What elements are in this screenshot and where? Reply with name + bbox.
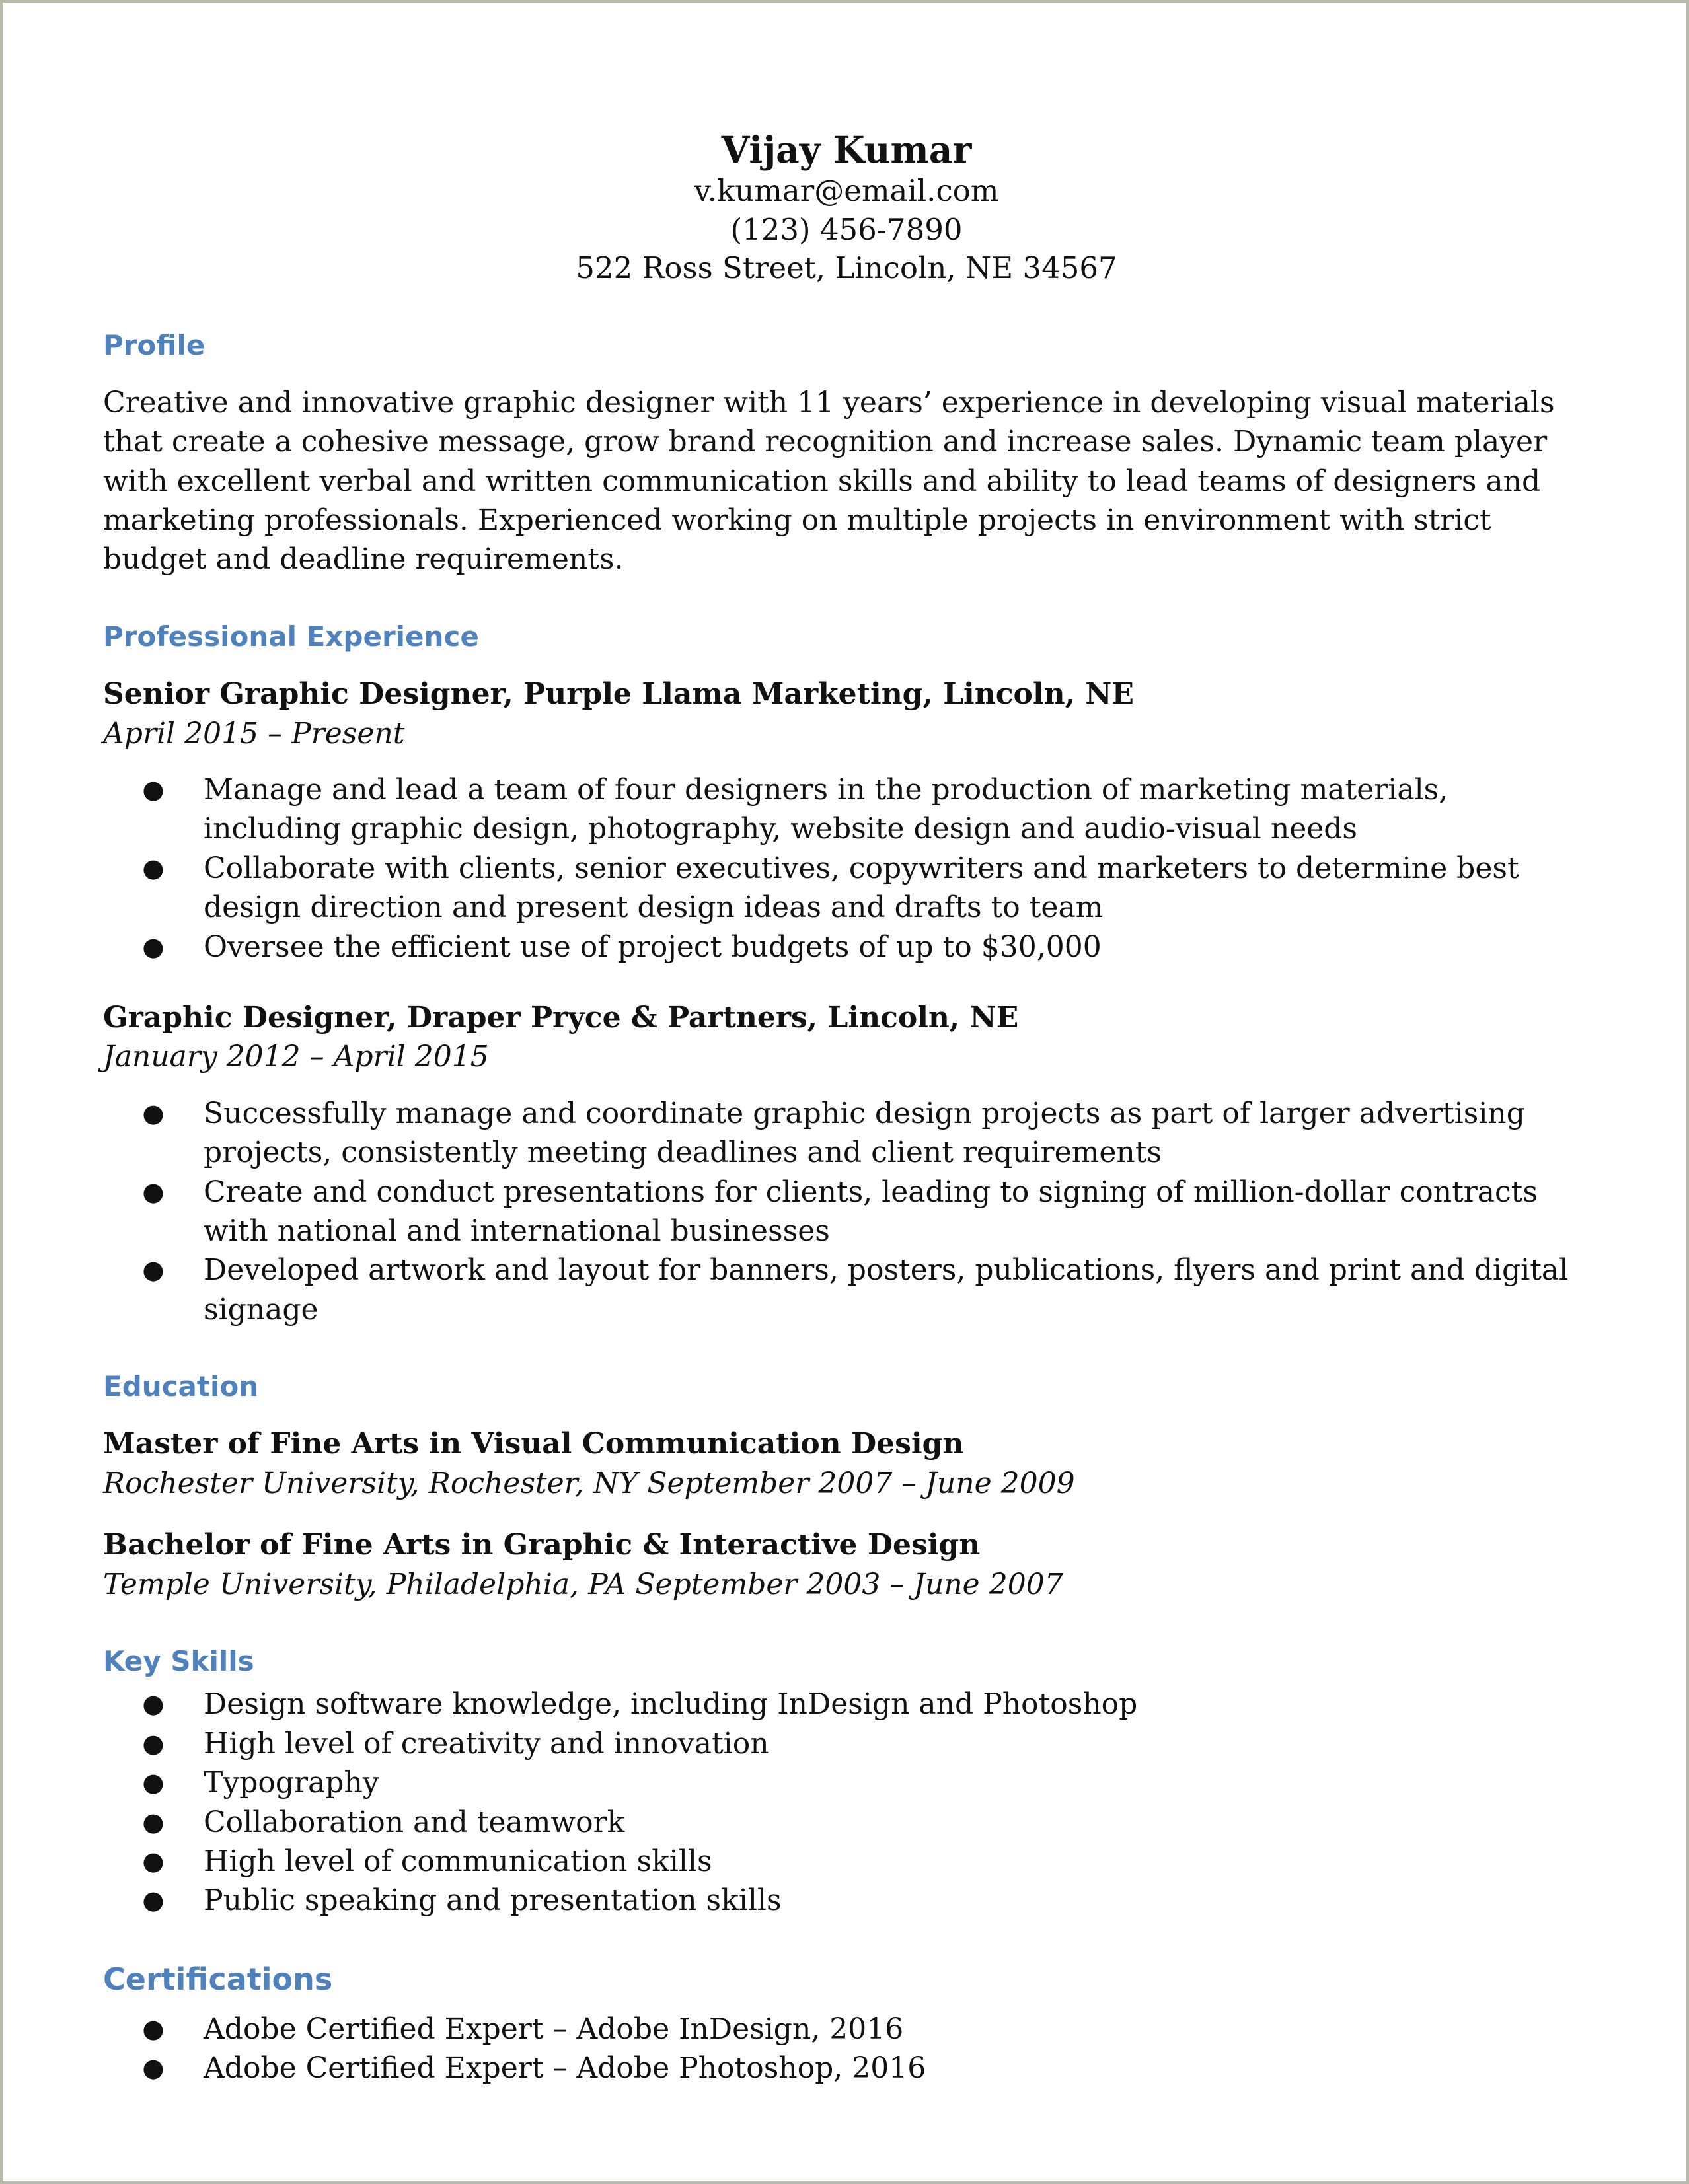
job-bullet xyxy=(103,770,1590,849)
certifications-section xyxy=(103,1961,1590,2088)
job-bullet xyxy=(103,1094,1590,1173)
degree-details-1: Rochester University, Rochester, NY September 2007 – June 2009 xyxy=(103,1466,1075,1500)
skills-section xyxy=(103,1645,1590,1920)
skill-text: Typography xyxy=(204,1766,379,1800)
degree-title-2: Bachelor of Fine Arts in Graphic & Interactive Design xyxy=(103,1528,981,1562)
skill-item xyxy=(103,1881,1590,1920)
bullet-icon: ● xyxy=(142,2053,165,2083)
street-address: 522 Ross Street, Lincoln, NE 34567 xyxy=(576,250,1117,285)
certification-text: Adobe Certified Expert – Adobe Photoshop, 2016 xyxy=(204,2051,926,2086)
job-bullet-text: Create and conduct presentations for clients, leading to signing of million-dollar contracts with national and international businesses xyxy=(204,1175,1538,1248)
bullet-icon: ● xyxy=(142,2014,165,2043)
profile-heading: Profile xyxy=(103,328,206,361)
skills-heading: Key Skills xyxy=(103,1645,254,1678)
certification-item xyxy=(103,2049,1590,2088)
job-bullet xyxy=(103,849,1590,928)
resume-header xyxy=(103,128,1590,288)
skill-text: High level of communication skills xyxy=(204,1844,712,1878)
bullet-icon: ● xyxy=(142,931,165,961)
job-bullet-text: Collaborate with clients, senior executives, copywriters and marketers to determine best design direction and present design ideas and drafts to team xyxy=(204,851,1519,925)
phone-number: (123) 456-7890 xyxy=(730,211,963,247)
job-bullet-text: Developed artwork and layout for banners, posters, publications, flyers and print and digital signage xyxy=(204,1253,1569,1327)
job-bullet xyxy=(103,1173,1590,1251)
bullet-icon: ● xyxy=(142,1689,165,1719)
job-bullet-text: Manage and lead a team of four designers in the production of marketing materials, including graphic design, photography, website design and audio-visual needs xyxy=(204,773,1448,846)
resume-content xyxy=(103,128,1590,2129)
skill-text: High level of creativity and innovation xyxy=(204,1726,769,1761)
job-bullets-1 xyxy=(103,770,1590,966)
skill-item xyxy=(103,1803,1590,1842)
skill-text: Collaboration and teamwork xyxy=(204,1805,625,1839)
bullet-icon: ● xyxy=(142,1728,165,1758)
certifications-heading: Certifications xyxy=(103,1961,333,1997)
job-title-2: Graphic Designer, Draper Pryce & Partners, Lincoln, NE xyxy=(103,1000,1019,1035)
skill-item xyxy=(103,1724,1590,1763)
bullet-icon: ● xyxy=(142,1098,165,1128)
candidate-name: Vijay Kumar xyxy=(721,128,972,171)
education-entry-2 xyxy=(103,1525,1590,1604)
job-dates-2: January 2012 – April 2015 xyxy=(103,1040,489,1074)
skill-item xyxy=(103,1685,1590,1724)
bullet-icon: ● xyxy=(142,1255,165,1285)
certification-item xyxy=(103,2010,1590,2049)
education-heading: Education xyxy=(103,1370,259,1403)
job-bullet-text: Oversee the efficient use of project budgets of up to $30,000 xyxy=(204,929,1102,964)
degree-details-2: Temple University, Philadelphia, PA September 2003 – June 2007 xyxy=(103,1567,1063,1601)
email-address: v.kumar@email.com xyxy=(694,173,999,208)
bullet-icon: ● xyxy=(142,1885,165,1915)
job-bullets-2 xyxy=(103,1094,1590,1329)
degree-title-1: Master of Fine Arts in Visual Communication Design xyxy=(103,1427,964,1461)
bullet-icon: ● xyxy=(142,853,165,883)
certifications-list xyxy=(103,2010,1590,2088)
education-section xyxy=(103,1370,1590,1604)
job-entry-1 xyxy=(103,674,1590,966)
job-dates-1: April 2015 – Present xyxy=(103,716,405,750)
certification-text: Adobe Certified Expert – Adobe InDesign, 2016 xyxy=(204,2012,904,2046)
bullet-icon: ● xyxy=(142,1807,165,1837)
skill-text: Public speaking and presentation skills xyxy=(204,1883,782,1918)
bullet-icon: ● xyxy=(142,1177,165,1206)
job-bullet-text: Successfully manage and coordinate graphic design projects as part of larger advertising projects, consistently meeting deadlines and client requirements xyxy=(204,1096,1525,1170)
job-title-1: Senior Graphic Designer, Purple Llama Marketing, Lincoln, NE xyxy=(103,677,1134,711)
experience-heading: Professional Experience xyxy=(103,620,479,653)
experience-section xyxy=(103,620,1590,1329)
job-bullet xyxy=(103,928,1590,966)
education-entry-1 xyxy=(103,1424,1590,1503)
skill-item xyxy=(103,1842,1590,1881)
profile-summary: Creative and innovative graphic designer with 11 years’ experience in developing visual materials that create a cohesive message, grow brand recognition and increase sales. Dynamic team player with excellent verbal and written communication skills and ability to lead teams of designers and marketing professionals. Experienced working on multiple projects in environment with strict budget and deadline requirements. xyxy=(103,385,1555,577)
profile-section xyxy=(103,329,1590,579)
bullet-icon: ● xyxy=(142,1846,165,1875)
skill-text: Design software knowledge, including InDesign and Photoshop xyxy=(204,1687,1138,1722)
skills-list xyxy=(103,1685,1590,1920)
job-bullet xyxy=(103,1251,1590,1329)
job-entry-2 xyxy=(103,998,1590,1329)
bullet-icon: ● xyxy=(142,775,165,805)
bullet-icon: ● xyxy=(142,1768,165,1798)
skill-item xyxy=(103,1763,1590,1802)
